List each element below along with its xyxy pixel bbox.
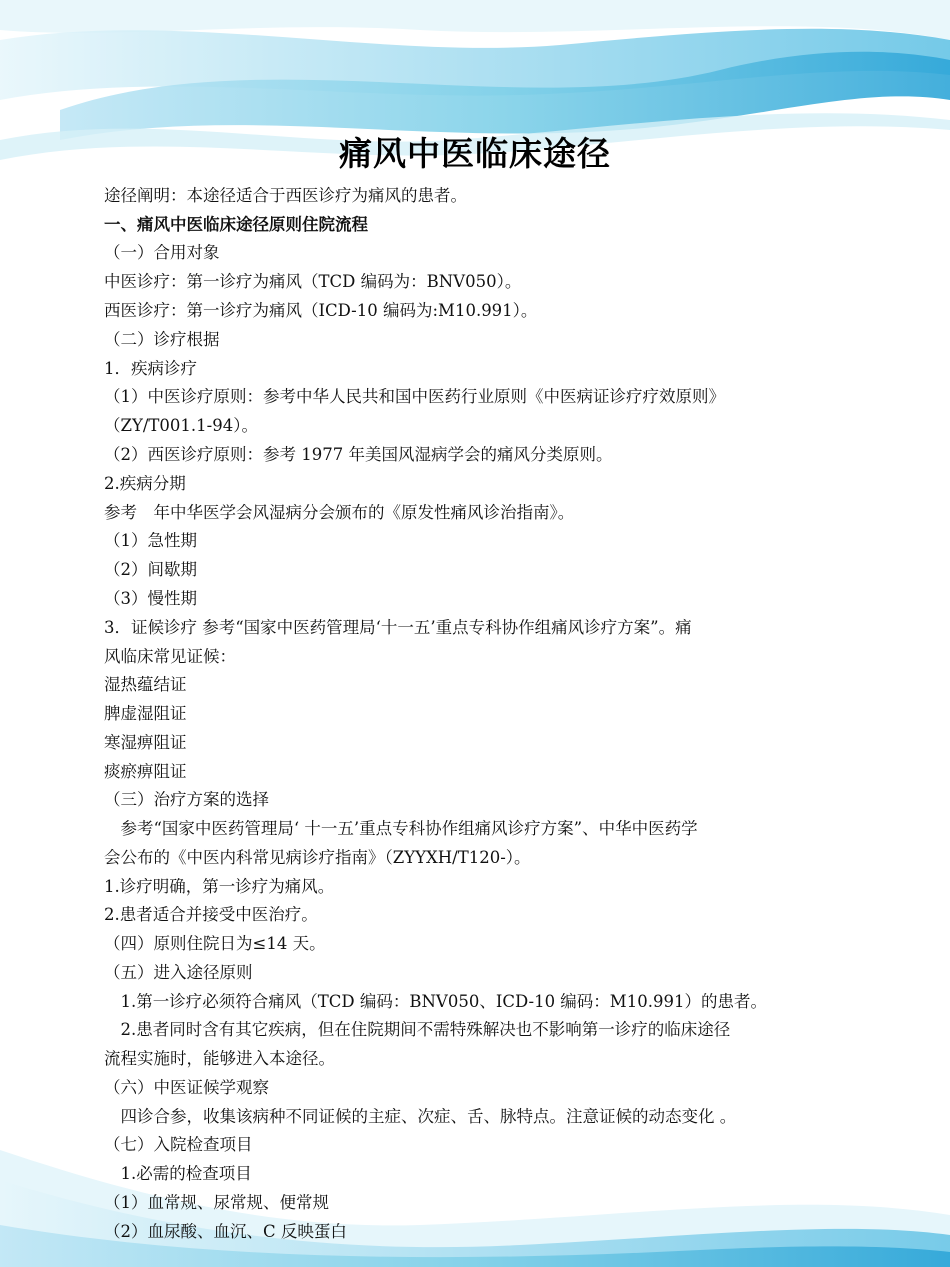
paragraph-line: 中医诊疗：第一诊疗为痛风（TCD 编码为：BNV050）。 xyxy=(104,272,522,291)
path-description: 途径阐明：本途径适合于西医诊疗为痛风的患者。 xyxy=(104,186,467,205)
paragraph-line: （3）慢性期 xyxy=(104,589,197,608)
section-heading: 一、痛风中医临床途径原则住院流程 xyxy=(104,215,368,234)
paragraph-line: （1）急性期 xyxy=(104,531,197,550)
paragraph-line: 1.第一诊疗必须符合痛风（TCD 编码：BNV050、ICD-10 编码：M10.991）的患者。 xyxy=(104,992,767,1011)
subsection-heading: （七）入院检查项目 xyxy=(104,1135,253,1154)
paragraph-line: 四诊合参，收集该病种不同证候的主症、次症、舌、脉特点。注意证候的动态变化 。 xyxy=(104,1107,737,1126)
paragraph-line: （四）原则住院日为≤14 天。 xyxy=(104,934,326,953)
paragraph-line: 3．证候诊疗 参考“国家中医药管理局‘十一五’重点专科协作组痛风诊疗方案”。痛 xyxy=(104,618,692,637)
paragraph-line: 湿热蕴结证 xyxy=(104,675,187,694)
subsection-heading: （三）治疗方案的选择 xyxy=(104,790,269,809)
paragraph-line: 西医诊疗：第一诊疗为痛风（ICD-10 编码为:M10.991）。 xyxy=(104,301,538,320)
paragraph-line: 流程实施时，能够进入本途径。 xyxy=(104,1049,335,1068)
paragraph-line: 参考 年中华医学会风湿病分会颁布的《原发性痛风诊治指南》。 xyxy=(104,503,575,522)
paragraph-line: 脾虚湿阻证 xyxy=(104,704,187,723)
paragraph-line: 参考“国家中医药管理局‘ 十一五’重点专科协作组痛风诊疗方案”、中华中医药学 xyxy=(104,819,698,838)
paragraph-line: （2）间歇期 xyxy=(104,560,197,579)
paragraph-line: 1.诊疗明确，第一诊疗为痛风。 xyxy=(104,877,335,896)
paragraph-line: 2.患者适合并接受中医治疗。 xyxy=(104,905,318,924)
paragraph-line: （ZY/T001.1-94）。 xyxy=(104,416,258,435)
subsection-heading: （六）中医证候学观察 xyxy=(104,1078,269,1097)
paragraph-line: 2.患者同时含有其它疾病，但在住院期间不需特殊解决也不影响第一诊疗的临床途径 xyxy=(104,1020,731,1039)
paragraph-line: 1．疾病诊疗 xyxy=(104,359,197,378)
paragraph-line: （2）血尿酸、血沉、C 反映蛋白 xyxy=(104,1222,347,1241)
paragraph-line: 寒湿痹阻证 xyxy=(104,733,187,752)
subsection-heading: （五）进入途径原则 xyxy=(104,963,253,982)
subsection-heading: （二）诊疗根据 xyxy=(104,330,220,349)
paragraph-line: 2.疾病分期 xyxy=(104,474,186,493)
paragraph-line: （2）西医诊疗原则：参考 1977 年美国风湿病学会的痛风分类原则。 xyxy=(104,445,613,464)
paragraph-line: 痰瘀痹阻证 xyxy=(104,762,187,781)
paragraph-line: （1）血常规、尿常规、便常规 xyxy=(104,1193,329,1212)
paragraph-line: 风临床常见证候： xyxy=(104,647,236,666)
paragraph-line: （1）中医诊疗原则：参考中华人民共和国中医药行业原则《中医病证诊疗疗效原则》 xyxy=(104,387,725,406)
paragraph-line: 1.必需的检查项目 xyxy=(104,1164,252,1183)
document-title: 痛风中医临床途径 xyxy=(339,134,611,173)
subsection-heading: （一）合用对象 xyxy=(104,243,220,262)
paragraph-line: 会公布的《中医内科常见病诊疗指南》（ZYYXH/T120-）。 xyxy=(104,848,531,867)
